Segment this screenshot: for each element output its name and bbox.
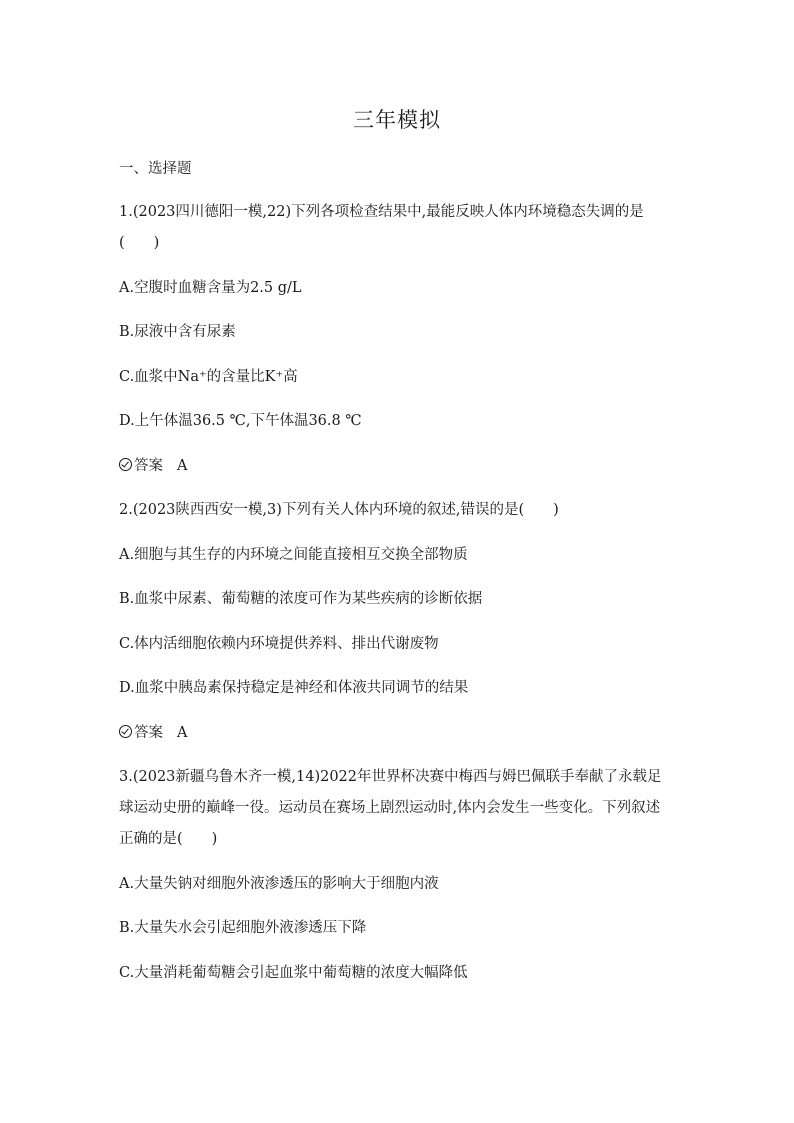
page-title: 三年模拟 [353, 108, 441, 132]
question-2-option-c: C.体内活细胞依赖内环境提供养料、排出代谢废物 [119, 636, 439, 652]
question-1-stem-line-2: ( ) [119, 235, 160, 251]
question-1-answer [119, 456, 679, 476]
check-circle-icon [119, 725, 132, 738]
question-2-option-b: B.血浆中尿素、葡萄糖的浓度可作为某些疾病的诊断依据 [119, 591, 483, 607]
question-2-stem-line-1: 2.(2023陕西西安一模,3)下列有关人体内环境的叙述,错误的是( ) [119, 502, 559, 518]
question-1-option-d: D.上午体温36.5 ℃,下午体温36.8 ℃ [119, 413, 362, 429]
question-2-answer [119, 723, 679, 743]
answer-label: 答案 [134, 725, 163, 741]
answer-label: 答案 [134, 458, 163, 474]
question-3-option-b: B.大量失水会引起细胞外液渗透压下降 [119, 920, 367, 936]
question-1-option-c: C.血浆中Na⁺的含量比K⁺高 [119, 369, 298, 385]
question-1-option-b: B.尿液中含有尿素 [119, 324, 236, 340]
section-heading: 一、选择题 [119, 161, 192, 177]
answer-value: A [177, 458, 188, 474]
question-3-option-c: C.大量消耗葡萄糖会引起血浆中葡萄糖的浓度大幅降低 [119, 965, 468, 981]
answer-value: A [177, 725, 188, 741]
check-circle-icon [119, 458, 132, 471]
question-3-stem-line-2: 球运动史册的巅峰一役。运动员在赛场上剧烈运动时,体内会发生一些变化。下列叙述 [119, 800, 661, 816]
question-1-stem-line-1: 1.(2023四川德阳一模,22)下列各项检查结果中,最能反映人体内环境稳态失调的是 [119, 204, 644, 220]
question-3-stem-line-3: 正确的是( ) [119, 831, 218, 847]
question-2-option-a: A.细胞与其生存的内环境之间能直接相互交换全部物质 [119, 547, 468, 563]
question-2-option-d: D.血浆中胰岛素保持稳定是神经和体液共同调节的结果 [119, 680, 469, 696]
question-3-option-a: A.大量失钠对细胞外液渗透压的影响大于细胞内液 [119, 876, 439, 892]
question-3-stem-line-1: 3.(2023新疆乌鲁木齐一模,14)2022年世界杯决赛中梅西与姆巴佩联手奉献了永载足 [119, 769, 662, 785]
question-1-option-a: A.空腹时血糖含量为2.5 g/L [119, 280, 302, 296]
